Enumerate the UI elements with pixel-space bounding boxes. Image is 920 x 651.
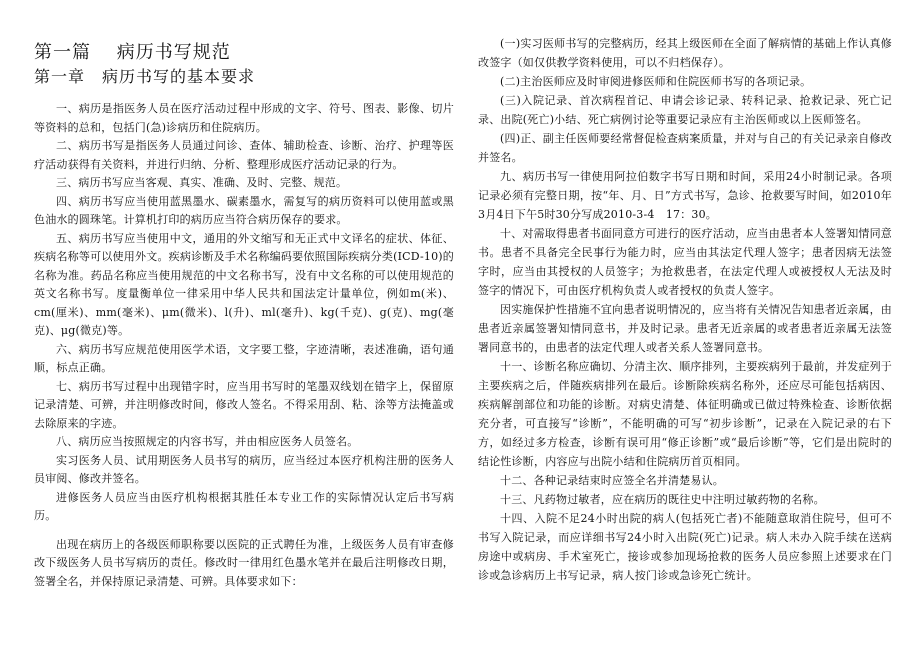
- left-paragraph-11: 出现在病历上的各级医师职称要以医院的正式聘任为准，上级医务人员有审查修改下级医务人员书写病历的责任。修改时一律用红色墨水笔并在最后注明修改日期，签署全名，并保持原记录清楚、可辨。具体要求如下：: [34, 537, 454, 588]
- right-paragraph-2: (二)主治医师应及时审阅进修医师和住院医师书写的各项记录。: [500, 75, 812, 88]
- left-column: [34, 100, 454, 591]
- left-paragraph-6: 六、病历书写应规范使用医学术语，文字要工整，字迹清晰，表述准确，语句通顺，标点正确。: [34, 342, 454, 374]
- left-paragraph-4: 四、病历书写应当使用蓝黑墨水、碳素墨水，需复写的病历资料可以使用蓝或黑色油水的圆珠笔。计算机打印的病历应当符合病历保存的要求。: [34, 194, 454, 226]
- left-paragraph-9: 实习医务人员、试用期医务人员书写的病历，应当经过本医疗机构注册的医务人员审阅、修改并签名。: [34, 453, 454, 485]
- chapter-title: 第一章 病历书写的基本要求: [34, 67, 256, 86]
- right-paragraph-11: 十四、入院不足24小时出院的病人(包括死亡者)不能随意取消住院号，但可不书写入院记录，而应详细书写24小时入出院(死亡)记录。病人未办入院手续在送病房途中或病房、手术室死亡，接诊或参加现场抢救的医务人员应参照上述要求在门诊或急诊病历上书写记录，病人按门诊或急诊死亡统计。: [478, 512, 892, 582]
- right-paragraph-10: 十三、凡药物过敏者，应在病历的既往史中注明过敏药物的名称。: [500, 493, 825, 506]
- right-paragraph-9: 十二、各种记录结束时应签全名并清楚易认。: [500, 474, 724, 487]
- left-paragraph-3: 三、病历书写应当客观、真实、准确、及时、完整、规范。: [56, 176, 348, 189]
- right-paragraph-1: (一)实习医师书写的完整病历，经其上级医师在全面了解病情的基础上作认真修改签字（如仅供教学资料使用，可以不归档保存）。: [478, 37, 892, 69]
- right-column: [478, 34, 892, 585]
- left-paragraph-10: 进修医务人员应当由医疗机构根据其胜任本专业工作的实际情况认定后书写病历。: [34, 490, 454, 522]
- part-title: 第一篇 病历书写规范: [34, 42, 231, 63]
- left-paragraph-5: 五、病历书写应当使用中文，通用的外文缩写和无正式中文译名的症状、体征、疾病名称等可以使用外文。疾病诊断及手术名称编码要依照国际疾病分类(ICD-10)的名称为准。药品名称应当使用规范的中文名称书写，没有中文名称的可以使用规范的英文名称书写。度量衡单位一律采用中华人民共和国法定计量单位，例如m(米)、cm(厘米)、mm(毫米)、μm(微米)、l(升)、ml(毫升)、kg(千克)、g(克)、mg(毫克)、μg(微克)等。: [34, 231, 454, 337]
- right-paragraph-5: 九、病历书写一律使用阿拉伯数字书写日期和时间，采用24小时制记录。各项记录必须有完整日期，按“年、月、日”方式书写，急诊、抢救要写时间，如2010年3月4日下午5时30分写成2010-3-4 17：30。: [478, 170, 892, 221]
- left-paragraph-8: 八、病历应当按照规定的内容书写，并由相应医务人员签名。: [56, 435, 359, 448]
- right-paragraph-4: (四)正、副主任医师要经常督促检查病案质量，并对与自己的有关记录亲自修改并签名。: [478, 132, 892, 164]
- right-paragraph-8: 十一、诊断名称应确切、分清主次、顺序排列，主要疾病列于最前，并发症列于主要疾病之后，伴随疾病排列在最后。诊断除疾病名称外，还应尽可能包括病因、疾病解剖部位和功能的诊断。对病史清楚、体征明确或已做过特殊检查、诊断依据充分者，可直接写“诊断”，不能明确的可写“初步诊断”，记录在入院记录的右下方，如经过多方检查，诊断有误可用“修正诊断”或“最后诊断”等，它们是出院时的结论性诊断，内容应与出院小结和住院病历首页相同。: [478, 360, 892, 468]
- right-paragraph-6: 十、对需取得患者书面同意方可进行的医疗活动，应当由患者本人签署知情同意书。患者不具备完全民事行为能力时，应当由其法定代理人签字；患者因病无法签字时，应当由其授权的人员签字；为抢救患者，在法定代理人或被授权人无法及时签字的情况下，可由医疗机构负责人或者授权的负责人签字。: [478, 227, 892, 297]
- left-paragraph-1: 一、病历是指医务人员在医疗活动过程中形成的文字、符号、图表、影像、切片等资料的总和，包括门(急)诊病历和住院病历。: [34, 102, 454, 134]
- right-paragraph-7: 因实施保护性措施不宜向患者说明情况的，应当将有关情况告知患者近亲属，由患者近亲属签署知情同意书，并及时记录。患者无近亲属的或者患者近亲属无法签署同意书的，由患者的法定代理人或者关系人签署同意书。: [478, 303, 892, 354]
- right-paragraph-3: (三)入院记录、首次病程首记、申请会诊记录、转科记录、抢救记录、死亡记录、出院(死亡)小结、死亡病例讨论等重要记录应有主治医师或以上医师签名。: [478, 94, 892, 126]
- left-paragraph-7: 七、病历书写过程中出现错字时，应当用书写时的笔墨双线划在错字上，保留原记录清楚、可辨，并注明修改时间，修改人签名。不得采用刮、粘、涂等方法掩盖或去除原来的字迹。: [34, 379, 454, 430]
- left-paragraph-2: 二、病历书写是指医务人员通过问诊、查体、辅助检查、诊断、治疗、护理等医疗活动获得有关资料，并进行归纳、分析、整理形成医疗活动记录的行为。: [34, 139, 454, 171]
